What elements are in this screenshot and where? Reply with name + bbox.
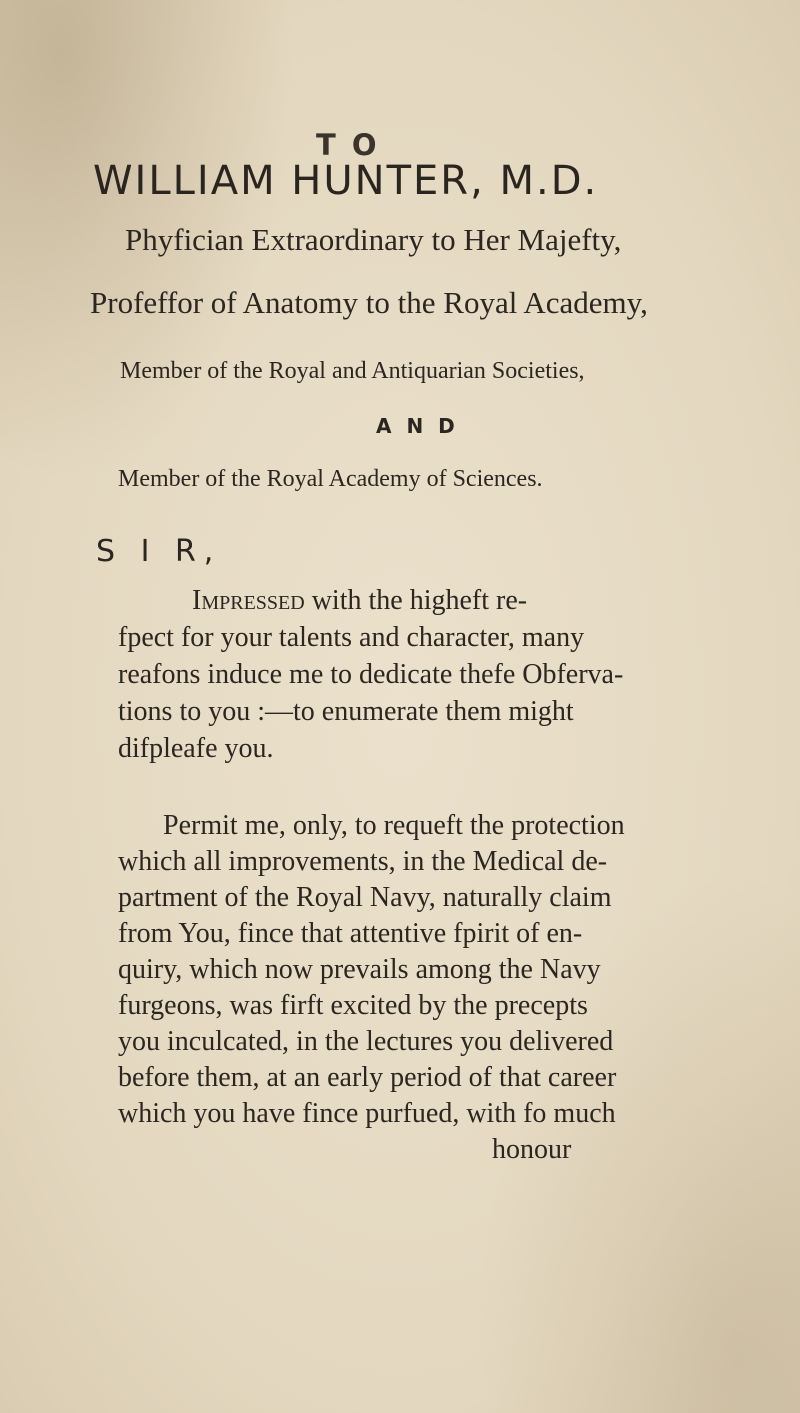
paragraph2-line4: from You, fince that attentive fpirit of en- (118, 918, 583, 949)
paragraph1-line2: fpect for your talents and character, many (118, 622, 585, 653)
paragraph2-line7: you inculcated, in the lectures you delivered (118, 1026, 614, 1057)
paragraph1-lead: Impressed (192, 585, 305, 616)
paragraph1-line5: difpleafe you. (118, 733, 274, 764)
dedicatee-name: WILLIAM HUNTER, M.D. (93, 158, 599, 204)
dedication-to: T O (316, 128, 380, 162)
paragraph1-line1-rest: with the higheft re- (304, 585, 528, 616)
paragraph1-line1 (192, 585, 527, 617)
catchword: honour (492, 1134, 572, 1165)
title-member-academy: Member of the Royal Academy of Sciences. (118, 466, 543, 492)
paragraph2-line5: quiry, which now prevails among the Navy (118, 954, 601, 985)
paragraph2-line3: partment of the Royal Navy, naturally claim (118, 882, 612, 913)
paragraph1-line3: reafons induce me to dedicate thefe Obferva- (118, 659, 624, 690)
title-member-societies: Member of the Royal and Antiquarian Societies, (120, 358, 585, 384)
paragraph1-line4: tions to you :—to enumerate them might (118, 696, 574, 727)
paragraph2-line9: which you have fince purfued, with fo much (118, 1098, 616, 1129)
title-and: A N D (376, 414, 459, 438)
paragraph2-line8: before them, at an early period of that career (118, 1062, 617, 1093)
title-physician: Phyfician Extraordinary to Her Majefty, (125, 222, 622, 257)
paragraph2-line1: Permit me, only, to requeft the protection (163, 810, 625, 841)
paragraph2-line6: furgeons, was firft excited by the precepts (118, 990, 588, 1021)
salutation: S I R, (96, 534, 222, 569)
paragraph2-line2: which all improvements, in the Medical de- (118, 846, 608, 877)
title-professor: Profeffor of Anatomy to the Royal Academy, (90, 285, 648, 320)
